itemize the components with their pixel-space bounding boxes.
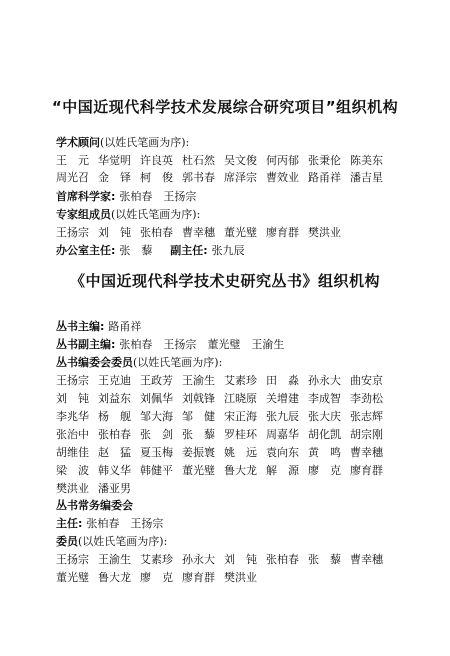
person-name: 罗桂环	[224, 428, 257, 441]
person-name: 董光璧	[56, 571, 89, 584]
person-name: 胡化凯	[308, 428, 341, 441]
person-name: 田 淼	[266, 374, 299, 387]
person-name: 张柏春	[266, 553, 299, 566]
person-name: 董光璧	[224, 226, 257, 239]
person-name: 鲁大龙	[224, 464, 257, 477]
name-row	[0, 390, 450, 407]
person-name: 张柏春	[140, 226, 173, 239]
person-name: 宋正海	[224, 410, 257, 423]
advisors-note: (以姓氏笔画为序):	[100, 136, 190, 149]
person-name: 樊洪业	[308, 226, 341, 239]
office-line	[56, 242, 245, 258]
name-row	[0, 462, 450, 479]
person-name: 樊洪业	[224, 571, 257, 584]
person-name: 张 藜	[182, 428, 215, 441]
person-name: 廖育群	[350, 464, 383, 477]
office-label: 办公室主任:	[56, 244, 116, 257]
experts-label: 专家组成员	[56, 208, 111, 221]
person-name: 华觉明	[98, 154, 131, 167]
person-name: 梁 波	[56, 464, 89, 477]
person-name: 张大庆	[308, 410, 341, 423]
person-name: 张 藜	[308, 553, 341, 566]
person-name: 胡维佳	[56, 446, 89, 459]
vice-value: 张柏春 王扬宗 董光璧 王渝生	[119, 338, 285, 351]
person-name: 王政芳	[140, 374, 173, 387]
person-name: 张九辰	[266, 410, 299, 423]
editor-value: 路甬祥	[108, 320, 142, 333]
person-name: 廖 克	[308, 464, 341, 477]
person-name: 韩健平	[140, 464, 173, 477]
person-name: 江晓原	[224, 392, 257, 405]
committee-heading	[56, 354, 222, 370]
person-name: 刘佩华	[140, 392, 173, 405]
committee-label: 丛书编委会委员	[56, 356, 133, 369]
members-label: 委员	[56, 535, 78, 548]
person-name: 夏玉梅	[140, 446, 173, 459]
person-name: 艾素珍	[140, 553, 173, 566]
person-name: 曹幸穗	[350, 446, 383, 459]
name-row	[0, 224, 450, 241]
person-name: 邹大海	[140, 410, 173, 423]
deputy-value: 张九辰	[211, 244, 245, 257]
person-name: 曹幸穗	[350, 553, 383, 566]
person-name: 关增建	[266, 392, 299, 405]
person-name: 董光璧	[182, 464, 215, 477]
person-name: 赵 猛	[98, 446, 131, 459]
person-name: 孙永大	[182, 553, 215, 566]
person-name: 金 铎	[98, 171, 131, 184]
person-name: 刘益东	[98, 392, 131, 405]
person-name: 姚 远	[224, 446, 257, 459]
person-name: 柯 俊	[140, 171, 173, 184]
person-name: 樊洪业	[56, 482, 89, 495]
person-name: 王扬宗	[56, 374, 89, 387]
person-name: 何丙郁	[266, 154, 299, 167]
director-label: 主任:	[56, 517, 83, 530]
person-name: 潘亚男	[98, 482, 131, 495]
person-name: 曹幸穗	[182, 226, 215, 239]
person-name: 曹效业	[266, 171, 299, 184]
editor-label: 丛书主编:	[56, 320, 105, 333]
person-name: 黄 鸣	[308, 446, 341, 459]
name-row	[0, 426, 450, 443]
person-name: 李成智	[308, 392, 341, 405]
person-name: 张志辉	[350, 410, 383, 423]
person-name: 袁向东	[266, 446, 299, 459]
advisors-heading	[56, 134, 189, 150]
chief-label: 首席科学家:	[56, 190, 116, 203]
person-name: 陈美东	[350, 154, 383, 167]
person-name: 刘 钝	[98, 226, 131, 239]
person-name: 孙永大	[308, 374, 341, 387]
office-value: 张 藜	[119, 244, 153, 257]
person-name: 吴文俊	[224, 154, 257, 167]
person-name: 李兆华	[56, 410, 89, 423]
person-name: 韩义华	[98, 464, 131, 477]
standing-heading: 丛书常务编委会	[56, 499, 133, 512]
name-row	[0, 408, 450, 425]
person-name: 刘 钝	[224, 553, 257, 566]
person-name: 曲安京	[350, 374, 383, 387]
name-row	[0, 551, 450, 568]
person-name: 潘吉星	[350, 171, 383, 184]
section1-title: “中国近现代科学技术发展综合研究项目”组织机构	[51, 98, 399, 116]
person-name: 周嘉华	[266, 428, 299, 441]
person-name: 刘戟锋	[182, 392, 215, 405]
person-name: 杜石然	[182, 154, 215, 167]
members-heading	[56, 533, 167, 549]
experts-heading	[56, 206, 200, 222]
name-row	[0, 569, 450, 586]
deputy-label: 副主任:	[170, 244, 208, 257]
person-name: 王扬宗	[56, 553, 89, 566]
name-row	[0, 152, 450, 169]
director-value: 张柏春 王扬宗	[86, 517, 164, 530]
person-name: 解 源	[266, 464, 299, 477]
person-name: 廖 克	[140, 571, 173, 584]
vice-editor-line	[56, 336, 284, 352]
person-name: 王 元	[56, 154, 89, 167]
members-note: (以姓氏笔画为序):	[78, 535, 168, 548]
person-name: 郭书春	[182, 171, 215, 184]
section2-title: 《中国近现代科学技术史研究丛书》组织机构	[69, 272, 380, 290]
person-name: 胡宗刚	[350, 428, 383, 441]
person-name: 张治中	[56, 428, 89, 441]
person-name: 刘 钝	[56, 392, 89, 405]
person-name: 王扬宗	[56, 226, 89, 239]
person-name: 席泽宗	[224, 171, 257, 184]
person-name: 艾素珍	[224, 374, 257, 387]
person-name: 邹 健	[182, 410, 215, 423]
chief-value: 张柏春 王扬宗	[119, 190, 197, 203]
name-row	[0, 372, 450, 389]
person-name: 姜振寰	[182, 446, 215, 459]
name-row	[0, 480, 450, 497]
experts-note: (以姓氏笔画为序):	[111, 208, 201, 221]
editor-line	[56, 318, 141, 334]
person-name: 周光召	[56, 171, 89, 184]
name-row	[0, 444, 450, 461]
person-name: 王渝生	[98, 553, 131, 566]
person-name: 张 剑	[140, 428, 173, 441]
director-line	[56, 515, 163, 531]
name-row	[0, 169, 450, 186]
person-name: 杨 舰	[98, 410, 131, 423]
person-name: 许良英	[140, 154, 173, 167]
person-name: 廖育群	[182, 571, 215, 584]
person-name: 鲁大龙	[98, 571, 131, 584]
vice-label: 丛书副主编:	[56, 338, 116, 351]
advisors-label: 学术顾问	[56, 136, 100, 149]
person-name: 张秉伦	[308, 154, 341, 167]
committee-note: (以姓氏笔画为序):	[133, 356, 223, 369]
person-name: 廖育群	[266, 226, 299, 239]
person-name: 王渝生	[182, 374, 215, 387]
chief-scientist-line	[56, 188, 196, 204]
person-name: 王克迪	[98, 374, 131, 387]
person-name: 李劲松	[350, 392, 383, 405]
person-name: 张柏春	[98, 428, 131, 441]
person-name: 路甬祥	[308, 171, 341, 184]
